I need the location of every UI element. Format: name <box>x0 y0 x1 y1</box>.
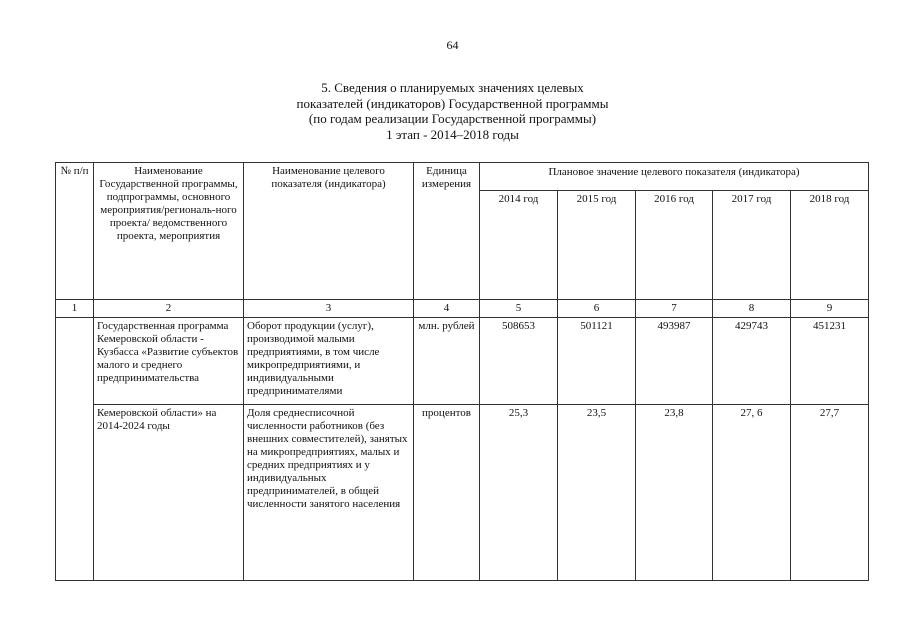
value-2017: 429743 <box>713 318 791 405</box>
column-number: 2 <box>94 300 244 318</box>
table-row <box>56 318 869 405</box>
indicators-table <box>55 162 869 581</box>
value-2017: 27, 6 <box>713 405 791 581</box>
header-year-2016: 2016 год <box>636 191 713 300</box>
header-indicator: Наименование целевого показателя (индикатора) <box>244 163 414 300</box>
document-title <box>0 80 905 142</box>
column-number: 9 <box>791 300 869 318</box>
value-2014: 508653 <box>480 318 558 405</box>
header-year-2017: 2017 год <box>713 191 791 300</box>
header-year-2014: 2014 год <box>480 191 558 300</box>
header-year-2018: 2018 год <box>791 191 869 300</box>
title-line-1: 5. Сведения о планируемых значениях целевых <box>321 80 584 95</box>
value-2018: 27,7 <box>791 405 869 581</box>
value-2015: 501121 <box>558 318 636 405</box>
column-number: 8 <box>713 300 791 318</box>
column-number: 1 <box>56 300 94 318</box>
value-2018: 451231 <box>791 318 869 405</box>
header-program: Наименование Государственной программы, подпрограммы, основного мероприятия/региональ-ного проекта/ ведомственного проекта, мероприятия <box>94 163 244 300</box>
program-name-part1: Государственная программа Кемеровской области - Кузбасса «Развитие субъектов малого и среднего предпринимательства <box>94 318 244 405</box>
unit-cell: процентов <box>414 405 480 581</box>
value-2015: 23,5 <box>558 405 636 581</box>
column-number-row <box>56 300 869 318</box>
column-number: 5 <box>480 300 558 318</box>
header-unit: Единица измерения <box>414 163 480 300</box>
column-number: 3 <box>244 300 414 318</box>
value-2014: 25,3 <box>480 405 558 581</box>
row-number-cell <box>56 318 94 581</box>
unit-cell: млн. рублей <box>414 318 480 405</box>
indicator-name: Доля среднесписочной численности работников (без внешних совместителей), занятых на микропредприятиях, малых и средних предприятиях и у индивидуальных предпринимателей, в общей численности занятого населения <box>244 405 414 581</box>
column-number: 4 <box>414 300 480 318</box>
value-2016: 493987 <box>636 318 713 405</box>
title-line-4: 1 этап - 2014–2018 годы <box>386 126 519 142</box>
title-line-2: показателей (индикаторов) Государственной программы <box>296 95 609 111</box>
header-row <box>56 163 869 191</box>
table-row <box>56 405 869 581</box>
header-planned: Плановое значение целевого показателя (индикатора) <box>480 163 869 191</box>
column-number: 6 <box>558 300 636 318</box>
value-2016: 23,8 <box>636 405 713 581</box>
program-name-part2: Кемеровской области» на 2014-2024 годы <box>94 405 244 581</box>
page-number: 64 <box>446 38 459 52</box>
header-year-2015: 2015 год <box>558 191 636 300</box>
header-num: № п/п <box>56 163 94 300</box>
indicator-name: Оборот продукции (услуг), производимой малыми предприятиями, в том числе микропредприятиями, и индивидуальными предпринимателями <box>244 318 414 405</box>
title-line-3: (по годам реализации Государственной программы) <box>308 111 597 126</box>
column-number: 7 <box>636 300 713 318</box>
